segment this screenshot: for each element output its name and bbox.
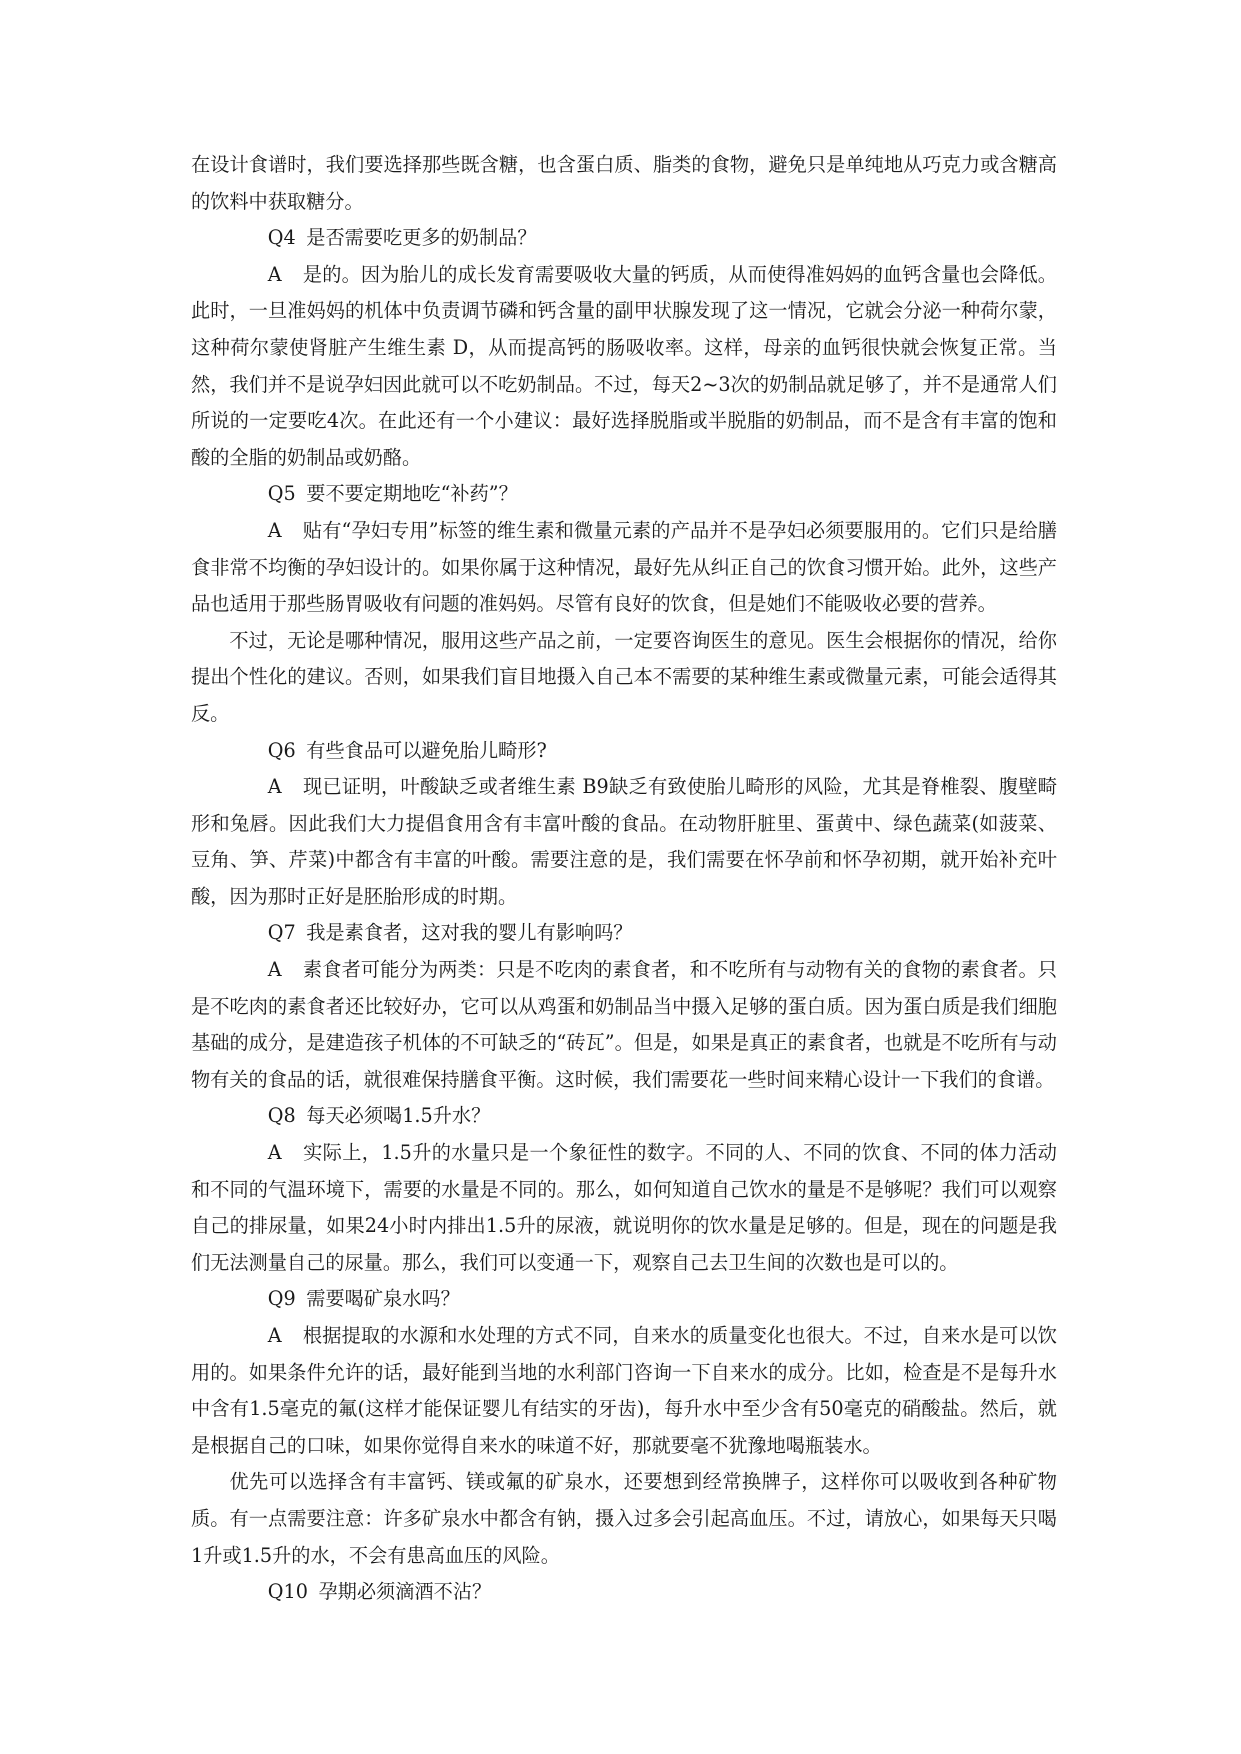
answer-q6	[191, 769, 1057, 915]
question-q5	[191, 476, 1057, 513]
question-q8	[191, 1098, 1057, 1135]
question-text: 需要喝矿泉水吗？	[306, 1287, 460, 1311]
question-number: Q4	[267, 226, 296, 250]
question-text: 要不要定期地吃“补药”？	[306, 482, 518, 506]
answer-q4	[191, 257, 1057, 477]
answer-q9-paragraph-2: 优先可以选择含有丰富钙、镁或氟的矿泉水，还要想到经常换牌子，这样你可以吸收到各种矿物质。有一点需要注意：许多矿泉水中都含有钠，摄入过多会引起高血压。不过，请放心，如果每天只喝1升或1.5升的水，不会有患高血压的风险。	[191, 1470, 1057, 1567]
answer-q8	[191, 1135, 1057, 1281]
intro-paragraph: 在设计食谱时，我们要选择那些既含糖，也含蛋白质、脂类的食物，避免只是单纯地从巧克力或含糖高的饮料中获取糖分。	[191, 153, 1057, 213]
question-number: Q8	[267, 1104, 296, 1128]
question-q6	[191, 733, 1057, 770]
answer-label: A	[267, 775, 282, 799]
question-number: Q10	[267, 1580, 308, 1604]
question-text: 有些食品可以避免胎儿畸形?	[306, 738, 547, 762]
question-text: 每天必须喝1.5升水？	[306, 1104, 491, 1128]
question-number: Q6	[267, 738, 296, 762]
question-number: Q7	[267, 921, 296, 945]
question-number: Q5	[267, 482, 296, 506]
answer-label: A	[267, 262, 282, 286]
answer-label: A	[267, 958, 282, 982]
answer-q7	[191, 952, 1057, 1098]
question-q10	[191, 1574, 1057, 1611]
answer-q5	[191, 513, 1057, 623]
answer-text: 是的。因为胎儿的成长发育需要吸收大量的钙质，从而使得准妈妈的血钙含量也会降低。此时，一旦准妈妈的机体中负责调节磷和钙含量的副甲状腺发现了这一情况，它就会分泌一种荷尔蒙，这种荷尔蒙使肾脏产生维生素 D，从而提高钙的肠吸收率。这样，母亲的血钙很快就会恢复正常。当然，我们并不是说孕妇因此就可以不吃奶制品。不过，每天2~3次的奶制品就足够了，并不是通常人们所说的一定要吃4次。在此还有一个小建议：最好选择脱脂或半脱脂的奶制品，而不是含有丰富的饱和酸的全脂的奶制品或奶酪。	[191, 262, 1057, 469]
answer-q9	[191, 1318, 1057, 1464]
question-text: 是否需要吃更多的奶制品？	[306, 226, 537, 250]
answer-text: 贴有“孕妇专用”标签的维生素和微量元素的产品并不是孕妇必须要服用的。它们只是给膳食非常不均衡的孕妇设计的。如果你属于这种情况，最好先从纠正自己的饮食习惯开始。此外，这些产品也适用于那些肠胃吸收有问题的准妈妈。尽管有良好的饮食，但是她们不能吸收必要的营养。	[191, 518, 1057, 616]
answer-text: 根据提取的水源和水处理的方式不同，自来水的质量变化也很大。不过，自来水是可以饮用的。如果条件允许的话，最好能到当地的水利部门咨询一下自来水的成分。比如，检查是不是每升水中含有1.5毫克的氟(这样才能保证婴儿有结实的牙齿)，每升水中至少含有50毫克的硝酸盐。然后，就是根据自己的口味，如果你觉得自来水的味道不好，那就要毫不犹豫地喝瓶装水。	[191, 1324, 1057, 1457]
answer-label: A	[267, 1324, 282, 1347]
question-text: 孕期必须滴酒不沾？	[318, 1580, 492, 1604]
answer-label: A	[267, 1141, 282, 1165]
question-q4	[191, 220, 1057, 257]
question-text: 我是素食者，这对我的婴儿有影响吗？	[306, 921, 633, 945]
answer-text: 实际上，1.5升的水量只是一个象征性的数字。不同的人、不同的饮食、不同的体力活动和不同的气温环境下，需要的水量是不同的。那么，如何知道自己饮水的量是不是够呢？我们可以观察自己的排尿量，如果24小时内排出1.5升的尿液，就说明你的饮水量是足够的。但是，现在的问题是我们无法测量自己的尿量。那么，我们可以变通一下，观察自己去卫生间的次数也是可以的。	[191, 1141, 1057, 1274]
answer-text: 现已证明，叶酸缺乏或者维生素 B9缺乏有致使胎儿畸形的风险，尤其是脊椎裂、腹壁畸形和兔唇。因此我们大力提倡食用含有丰富叶酸的食品。在动物肝脏里、蛋黄中、绿色蔬菜(如菠菜、豆角、笋、芹菜)中都含有丰富的叶酸。需要注意的是，我们需要在怀孕前和怀孕初期，就开始补充叶酸，因为那时正好是胚胎形成的时期。	[191, 775, 1057, 908]
question-q9	[191, 1281, 1057, 1318]
answer-text: 素食者可能分为两类：只是不吃肉的素食者，和不吃所有与动物有关的食物的素食者。只是不吃肉的素食者还比较好办，它可以从鸡蛋和奶制品当中摄入足够的蛋白质。因为蛋白质是我们细胞基础的成分，是建造孩子机体的不可缺乏的“砖瓦”。但是，如果是真正的素食者，也就是不吃所有与动物有关的食品的话，就很难保持膳食平衡。这时候，我们需要花一些时间来精心设计一下我们的食谱。	[191, 958, 1057, 1091]
answer-q5-paragraph-2: 不过，无论是哪种情况，服用这些产品之前，一定要咨询医生的意见。医生会根据你的情况，给你提出个性化的建议。否则，如果我们盲目地摄入自己本不需要的某种维生素或微量元素，可能会适得其反。	[191, 628, 1057, 725]
question-q7	[191, 915, 1057, 952]
document-page	[191, 147, 1057, 1611]
question-number: Q9	[267, 1287, 296, 1311]
answer-label: A	[267, 518, 282, 542]
